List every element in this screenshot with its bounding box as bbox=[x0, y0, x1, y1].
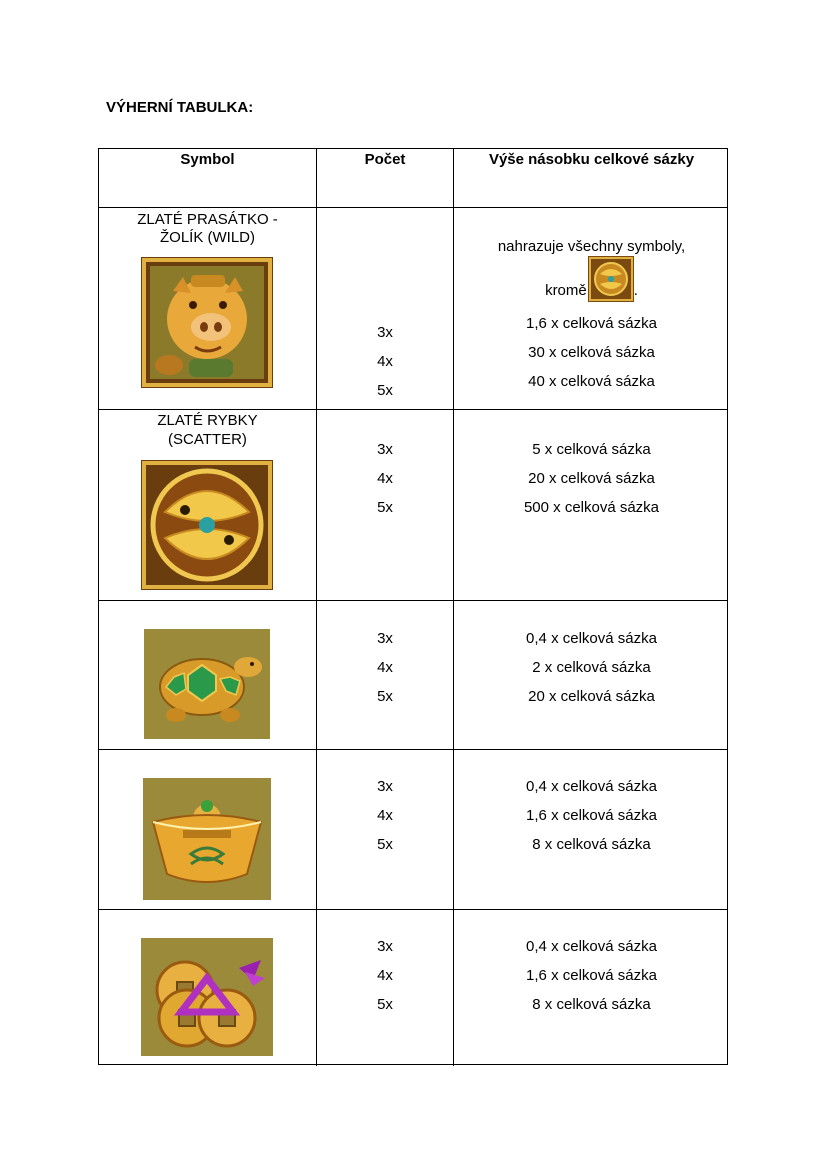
symbol-name-line1: ZLATÉ PRASÁTKO - bbox=[137, 211, 278, 228]
symbol-name-line2: ŽOLÍK (WILD) bbox=[159, 229, 255, 246]
golden-pig-icon bbox=[141, 257, 273, 388]
count-3x: 3x bbox=[377, 938, 393, 955]
header-payout: Výše násobku celkové sázky bbox=[488, 151, 695, 168]
payout-5x: 500 x celková sázka bbox=[523, 499, 660, 516]
header-count: Počet bbox=[364, 151, 406, 168]
count-4x: 4x bbox=[377, 353, 393, 370]
count-5x: 5x bbox=[377, 836, 393, 853]
payout-3x: 1,6 x celková sázka bbox=[526, 315, 657, 332]
count-5x: 5x bbox=[377, 688, 393, 705]
payout-3x: 5 x celková sázka bbox=[532, 441, 651, 458]
payout-4x: 2 x celková sázka bbox=[532, 659, 651, 676]
count-3x: 3x bbox=[377, 324, 393, 341]
golden-fish-icon bbox=[588, 256, 634, 302]
payout-5x: 20 x celková sázka bbox=[528, 688, 655, 705]
payout-3x: 0,4 x celková sázka bbox=[526, 938, 657, 955]
count-4x: 4x bbox=[377, 967, 393, 984]
header-symbol: Symbol bbox=[180, 151, 235, 168]
payout-5x: 40 x celková sázka bbox=[528, 373, 655, 390]
table-header-row bbox=[99, 149, 727, 208]
table-row bbox=[99, 208, 727, 410]
count-4x: 4x bbox=[377, 470, 393, 487]
page-title: VÝHERNÍ TABULKA: bbox=[106, 99, 254, 116]
count-3x: 3x bbox=[377, 630, 393, 647]
count-5x: 5x bbox=[377, 382, 393, 399]
wild-note-line1: nahrazuje všechny symboly, bbox=[497, 238, 686, 255]
count-3x: 3x bbox=[377, 778, 393, 795]
symbol-name-line2: (SCATTER) bbox=[168, 431, 247, 448]
count-4x: 4x bbox=[377, 659, 393, 676]
table-row bbox=[99, 750, 727, 910]
payout-4x: 20 x celková sázka bbox=[528, 470, 655, 487]
gold-ingot-icon bbox=[143, 778, 271, 900]
payout-4x: 1,6 x celková sázka bbox=[526, 807, 657, 824]
payout-4x: 30 x celková sázka bbox=[528, 344, 655, 361]
payout-3x: 0,4 x celková sázka bbox=[526, 630, 657, 647]
golden-fish-icon bbox=[141, 460, 273, 590]
payout-4x: 1,6 x celková sázka bbox=[526, 967, 657, 984]
count-5x: 5x bbox=[377, 996, 393, 1013]
gold-coins-icon bbox=[141, 938, 273, 1056]
payout-5x: 8 x celková sázka bbox=[532, 836, 651, 853]
payout-5x: 8 x celková sázka bbox=[532, 996, 651, 1013]
count-4x: 4x bbox=[377, 807, 393, 824]
wild-note-line2: kromě . bbox=[454, 256, 729, 303]
table-row bbox=[99, 601, 727, 750]
table-row bbox=[99, 910, 727, 1066]
count-5x: 5x bbox=[377, 499, 393, 516]
table-row bbox=[99, 410, 727, 601]
paytable bbox=[98, 148, 728, 1065]
payout-3x: 0,4 x celková sázka bbox=[526, 778, 657, 795]
symbol-name-line1: ZLATÉ RYBKY bbox=[157, 412, 258, 429]
golden-turtle-icon bbox=[144, 629, 270, 739]
count-3x: 3x bbox=[377, 441, 393, 458]
